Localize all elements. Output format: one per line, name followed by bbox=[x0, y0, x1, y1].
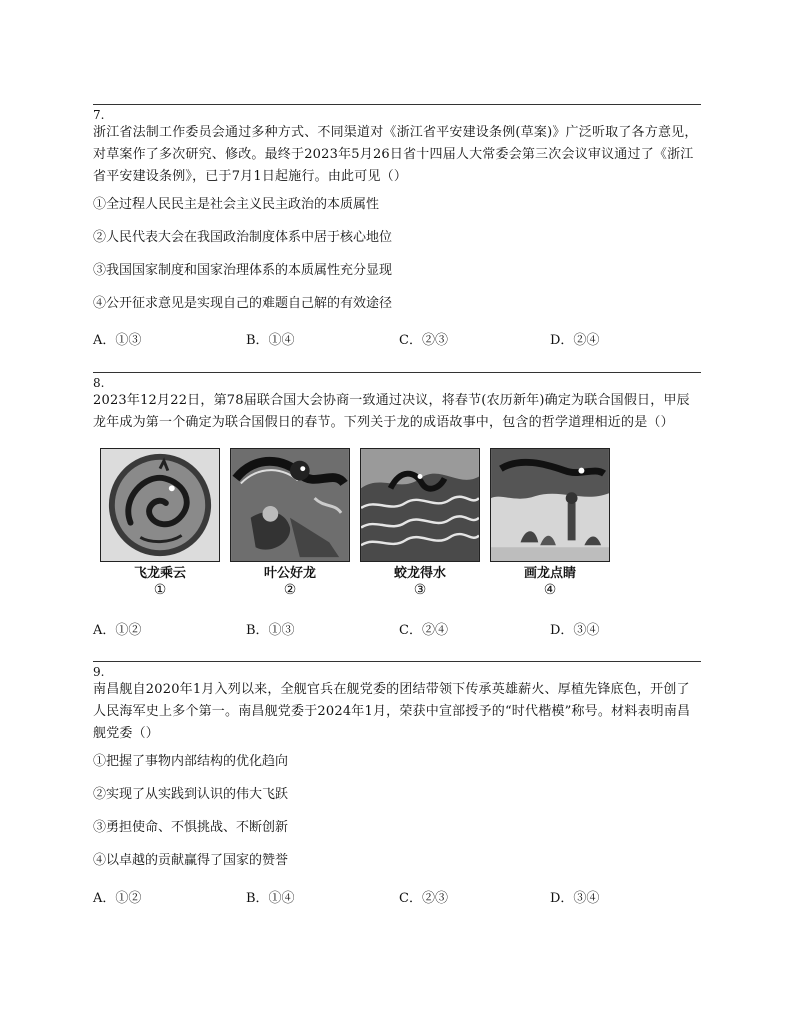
question-8 bbox=[93, 376, 701, 434]
question-8-divider bbox=[93, 372, 701, 373]
choice-a[interactable]: A．①② bbox=[93, 891, 142, 906]
choice-a[interactable]: A．①② bbox=[93, 623, 142, 638]
choice-d[interactable]: D．②④ bbox=[550, 333, 600, 348]
question-8-choices bbox=[93, 619, 701, 637]
choice-b[interactable]: B．①④ bbox=[246, 333, 295, 348]
waves-dragon-icon bbox=[361, 449, 479, 561]
question-9-option-2: ②实现了从实践到认识的伟大飞跃 bbox=[93, 787, 289, 802]
image-3-number: ③ bbox=[413, 582, 427, 598]
choice-d[interactable]: D．③④ bbox=[550, 623, 600, 638]
choice-c[interactable]: C．②④ bbox=[399, 623, 448, 638]
dragon-water-image bbox=[360, 448, 480, 562]
question-7-option-2: ②人民代表大会在我国政治制度体系中居于核心地位 bbox=[93, 230, 393, 245]
question-7-number: 7. bbox=[93, 108, 105, 122]
image-4-number: ④ bbox=[543, 582, 557, 598]
image-3-caption: 蛟龙得水 bbox=[393, 566, 446, 581]
question-7-option-3: ③我国国家制度和国家治理体系的本质属性充分显现 bbox=[93, 263, 393, 278]
question-7-option-1: ①全过程人民民主是社会主义民主政治的本质属性 bbox=[93, 197, 380, 212]
painting-dragon-icon bbox=[491, 449, 609, 561]
question-8-number: 8. bbox=[93, 376, 105, 390]
question-9-option-4: ④以卓越的贡献赢得了国家的赞誉 bbox=[93, 853, 289, 868]
question-7 bbox=[93, 108, 701, 188]
choice-b[interactable]: B．①④ bbox=[246, 891, 295, 906]
question-9-option-3: ③勇担使命、不惧挑战、不断创新 bbox=[93, 820, 289, 835]
question-7-option-4: ④公开征求意见是实现自己的难题自己解的有效途径 bbox=[93, 296, 393, 311]
question-7-divider bbox=[93, 104, 701, 105]
question-9-number: 9. bbox=[93, 665, 105, 679]
image-4-caption: 画龙点睛 bbox=[523, 566, 576, 581]
question-9-stem: 南昌舰自2020年1月入列以来，全舰官兵在舰党委的团结带领下传承英雄薪火、厚植先锋底色，开创了人民海军史上多个第一。南昌舰党委于2024年1月，荣获中宣部授予的“时代楷模”称号。材料表明南昌舰党委（） bbox=[93, 682, 691, 741]
choice-b[interactable]: B．①③ bbox=[246, 623, 295, 638]
idiom-images bbox=[100, 448, 620, 598]
question-9-choices bbox=[93, 887, 701, 905]
question-7-choices bbox=[93, 329, 701, 347]
image-1-caption: 飞龙乘云 bbox=[133, 566, 186, 581]
dragon-medallion-icon bbox=[101, 449, 219, 561]
question-7-stem: 浙江省法制工作委员会通过多种方式、不同渠道对《浙江省平安建设条例(草案)》广泛听取了各方意见，对草案作了多次研究、修改。最终于2023年5月26日省十四届人大常委会第三次会议审议通过了《浙江省平安建设条例》，已于7月1日起施行。由此可见（） bbox=[93, 125, 698, 184]
choice-a[interactable]: A．①③ bbox=[93, 333, 142, 348]
question-9-divider bbox=[93, 661, 701, 662]
choice-d[interactable]: D．③④ bbox=[550, 891, 600, 906]
question-8-stem: 2023年12月22日，第78届联合国大会协商一致通过决议，将春节(农历新年)确定为联合国假日，甲辰龙年成为第一个确定为联合国假日的春节。下列关于龙的成语故事中，包含的哲学道理相近的是（） bbox=[93, 393, 690, 430]
image-1-number: ① bbox=[153, 582, 167, 598]
choice-c[interactable]: C．②③ bbox=[399, 891, 448, 906]
ye-gong-scene-icon bbox=[231, 449, 349, 561]
image-2-caption: 叶公好龙 bbox=[263, 566, 316, 581]
dotting-eyes-image bbox=[490, 448, 610, 562]
ye-gong-image bbox=[230, 448, 350, 562]
question-9 bbox=[93, 665, 701, 745]
flying-dragon-image bbox=[100, 448, 220, 562]
choice-c[interactable]: C．②③ bbox=[399, 333, 448, 348]
image-2-number: ② bbox=[283, 582, 297, 598]
question-9-option-1: ①把握了事物内部结构的优化趋向 bbox=[93, 754, 289, 769]
